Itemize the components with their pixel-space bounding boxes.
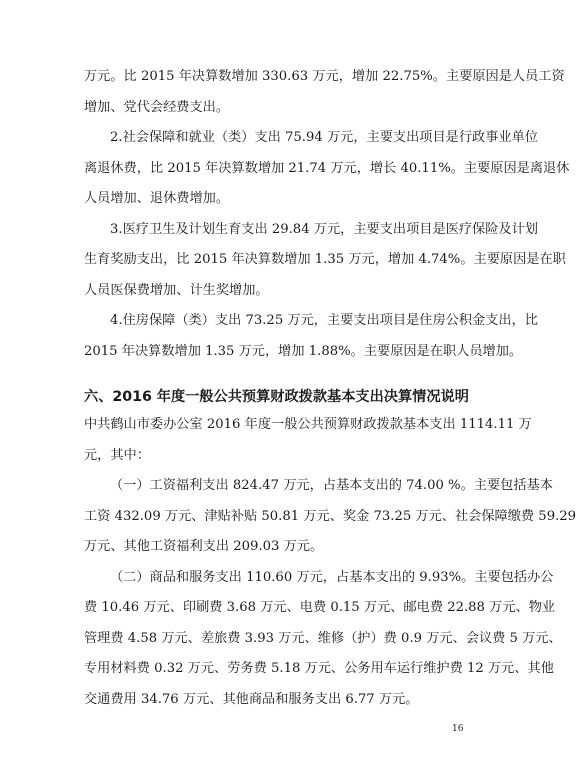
item2-paragraph: [84, 123, 570, 215]
paragraph-line: 生育奖励支出，比 2015 年决算数增加 1.35 万元，增加 4.74%。主要原因是在职: [84, 252, 566, 267]
paragraph-line: 2015 年决算数增加 1.35 万元，增加 1.88%。主要原因是在职人员增加。: [84, 343, 523, 359]
paragraph-line: 专用材料费 0.32 万元、劳务费 5.18 万元、公务用车运行维护费 12 万元、其他: [84, 661, 554, 676]
paragraph-line: 元，其中：: [84, 447, 150, 463]
paragraph-line: （二）商品和服务支出 110.60 万元，占基本支出的 9.93%。主要包括办公: [110, 569, 554, 585]
paragraph-line: （一）工资福利支出 824.47 万元，占基本支出的 74.00 %。主要包括基本: [110, 478, 553, 493]
paragraph-line: 费 10.46 万元、印刷费 3.68 万元、电费 0.15 万元、邮电费 22.88 万元、物业: [84, 600, 556, 615]
salary-welfare-paragraph: [84, 471, 576, 563]
item4-paragraph: [84, 306, 538, 367]
paragraph-line: 人员增加、退休费增加。: [84, 191, 230, 206]
paragraph-line: 万元、其他工资福利支出 209.03 万元。: [84, 539, 324, 554]
section5-tail-paragraph: [84, 62, 565, 123]
section6-intro-paragraph: [84, 410, 532, 471]
goods-services-paragraph: [84, 563, 562, 716]
paragraph-line: 2.社会保障和就业（类）支出 75.94 万元，主要支出项目是行政事业单位: [110, 130, 538, 145]
paragraph-line: 人员医保费增加、计生奖增加。: [84, 282, 269, 298]
section6-heading: 六、2016 年度一般公共预算财政拨款基本支出决算情况说明: [84, 389, 469, 405]
paragraph-line: 交通费用 34.76 万元、其他商品和服务支出 6.77 万元。: [84, 691, 419, 707]
paragraph-line: 工资 432.09 万元、津贴补贴 50.81 万元、奖金 73.25 万元、社会保障缴费 59.29: [84, 508, 576, 524]
paragraph-line: 增加、党代会经费支出。: [84, 99, 230, 115]
paragraph-line: 离退休费，比 2015 年决算数增加 21.74 万元，增长 40.11%。主要原因是离退休: [84, 160, 570, 176]
paragraph-line: 3.医疗卫生及计划生育支出 29.84 万元，主要支出项目是医疗保险及计划: [110, 221, 538, 237]
item3-paragraph: [84, 215, 566, 307]
paragraph-line: 4.住房保障（类）支出 73.25 万元，主要支出项目是住房公积金支出，比: [110, 313, 538, 328]
paragraph-line: 万元。比 2015 年决算数增加 330.63 万元，增加 22.75%。主要原因是人员工资: [84, 69, 565, 84]
paragraph-line: 管理费 4.58 万元、差旅费 3.93 万元、维修（护）费 0.9 万元、会议费 5 万元、: [84, 630, 562, 646]
page-number: 16: [452, 724, 464, 734]
paragraph-line: 中共鹤山市委办公室 2016 年度一般公共预算财政拨款基本支出 1114.11 万: [84, 417, 532, 432]
